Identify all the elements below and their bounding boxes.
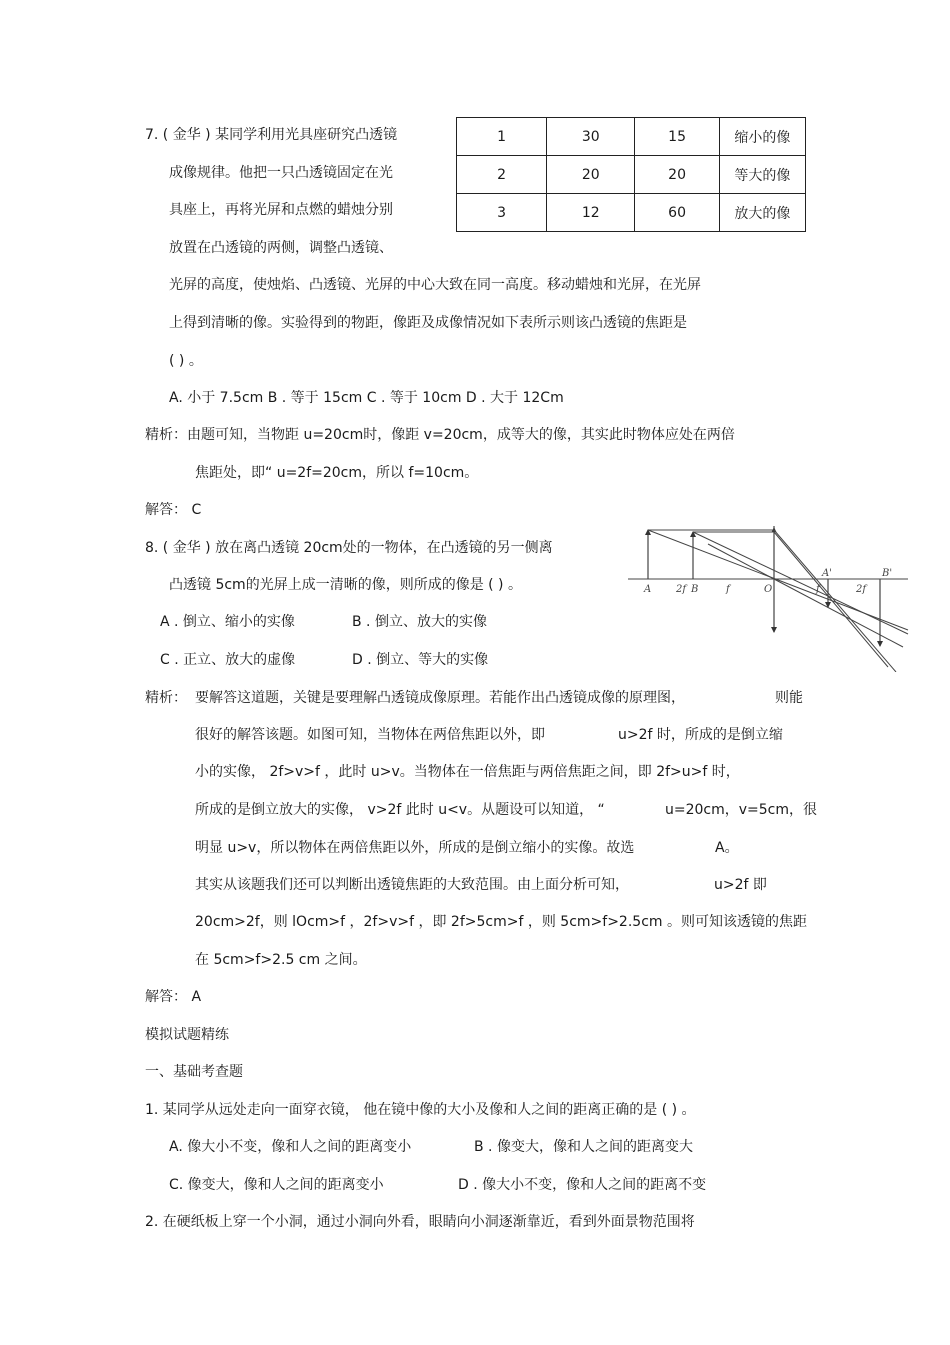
q8-analysis-line4: 所成的是倒立放大的实像， v>2f 此时 u<v。从题设可以知道， “	[195, 802, 605, 818]
ray	[774, 532, 888, 667]
q8-analysis-line7: 20cm>2f，则 lOcm>f ，2f>v>f ，即 2f>5cm>f ，则 5cm>f>2.5cm 。则可知该透镜的焦距	[195, 914, 807, 930]
q8-analysis-line3: 小的实像， 2f>v>f ，此时 u>v。当物体在一倍焦距与两倍焦距之间，即 2f>u>f 时，	[195, 764, 740, 780]
table-cell: 30	[547, 118, 635, 156]
label-a-prime: A'	[822, 568, 832, 579]
practice-q1-option-b: B . 像变大，像和人之间的距离变大	[474, 1139, 693, 1155]
label-2f-left: 2f	[676, 584, 687, 595]
practice-q1-option-d: D . 像大小不变，像和人之间的距离不变	[458, 1177, 707, 1193]
q8-line2: 凸透镜 5cm的光屏上成一清晰的像，则所成的像是 ( ) 。	[169, 577, 522, 593]
q8-analysis-line5: 明显 u>v，所以物体在两倍焦距以外，所成的是倒立缩小的实像。故选	[195, 840, 635, 856]
q8-option-c: C . 正立、放大的虚像	[160, 652, 296, 668]
ray	[708, 544, 774, 579]
label-a: A	[644, 584, 652, 595]
q8-analysis-label: 精析：	[145, 690, 187, 706]
table-cell: 缩小的像	[719, 118, 805, 156]
q8-analysis-line6: 其实从该题我们还可以判断出透镜焦距的大致范围。由上面分析可知，	[195, 877, 629, 893]
ray	[693, 532, 908, 634]
q8-option-a: A . 倒立、缩小的实像	[160, 614, 295, 630]
q7-analysis-line1: 精析：由题可知，当物距 u=20cm时，像距 v=20cm，成等大的像，其实此时物体应处在两倍	[145, 427, 735, 443]
q8-analysis-line1: 要解答这道题，关键是要理解凸透镜成像原理。若能作出凸透镜成像的原理图，	[195, 690, 685, 706]
q8-analysis-line5-end: A。	[715, 840, 739, 856]
q8-line1: 8. ( 金华 ) 放在离凸透镜 20cm处的一物体，在凸透镜的另一侧离	[145, 540, 553, 556]
table-cell: 放大的像	[719, 194, 805, 232]
q8-analysis-line1-end: 则能	[775, 690, 803, 706]
practice-section-heading: 一、基础考查题	[145, 1064, 243, 1080]
q8-analysis-line4-end: u=20cm，v=5cm，很	[665, 802, 818, 818]
q7-line1: 7. ( 金华 ) 某同学利用光具座研究凸透镜	[145, 127, 398, 143]
label-b-prime: B'	[882, 568, 893, 579]
table-cell: 12	[547, 194, 635, 232]
label-o: O	[764, 584, 773, 595]
q7-options: A. 小于 7.5cm B . 等于 15cm C . 等于 10cm D . 大于 12Cm	[169, 390, 564, 406]
q7-analysis-line2: 焦距处，即“ u=2f=20cm，所以 f=10cm。	[195, 465, 479, 481]
q8-analysis-line8: 在 5cm>f>2.5 cm 之间。	[195, 952, 367, 968]
q7-line4: 放置在凸透镜的两侧，调整凸透镜、	[169, 240, 393, 256]
ray	[774, 579, 903, 647]
table-row	[457, 194, 806, 232]
q8-analysis-line6-end: u>2f 即	[714, 877, 767, 893]
table-row	[457, 156, 806, 194]
table-cell: 20	[547, 156, 635, 194]
q8-option-d: D . 倒立、等大的实像	[352, 652, 489, 668]
label-2f-right: 2f	[856, 584, 867, 595]
q8-option-b: B . 倒立、放大的实像	[352, 614, 487, 630]
q7-line5: 光屏的高度，使烛焰、凸透镜、光屏的中心大致在同一高度。移动蜡烛和光屏，在光屏	[169, 277, 701, 293]
q7-line7: ( ) 。	[169, 353, 203, 369]
convex-lens-ray-diagram	[628, 522, 910, 672]
practice-q1-option-c: C. 像变大，像和人之间的距离变小	[169, 1177, 384, 1193]
practice-q2: 2. 在硬纸板上穿一个小洞，通过小洞向外看，眼睛向小洞逐渐靠近，看到外面景物范围将	[145, 1214, 695, 1230]
table-cell: 20	[635, 156, 719, 194]
table-cell: 60	[635, 194, 719, 232]
q8-analysis-line2-end: u>2f 时，所成的是倒立缩	[618, 727, 783, 743]
label-b: B	[691, 584, 699, 595]
q8-answer: 解答： A	[145, 989, 202, 1005]
table-cell: 1	[457, 118, 547, 156]
q7-line3: 具座上，再将光屏和点燃的蜡烛分别	[169, 202, 393, 218]
practice-title: 模拟试题精练	[145, 1027, 229, 1043]
table-cell: 2	[457, 156, 547, 194]
q8-analysis-line2: 很好的解答该题。如图可知，当物体在两倍焦距以外，即	[195, 727, 545, 743]
label-f-left: f	[726, 584, 730, 595]
table-cell: 3	[457, 194, 547, 232]
practice-q1: 1. 某同学从远处走向一面穿衣镜， 他在镜中像的大小及像和人之间的距离正确的是 ( ) 。	[145, 1102, 696, 1118]
ray	[774, 530, 896, 672]
q7-line6: 上得到清晰的像。实验得到的物距，像距及成像情况如下表所示则该凸透镜的焦距是	[169, 315, 687, 331]
table-cell: 15	[635, 118, 719, 156]
q7-answer: 解答： C	[145, 502, 202, 518]
practice-q1-option-a: A. 像大小不变，像和人之间的距离变小	[169, 1139, 412, 1155]
q7-data-table	[456, 117, 806, 232]
q7-line2: 成像规律。他把一只凸透镜固定在光	[169, 165, 393, 181]
table-row	[457, 118, 806, 156]
table-cell: 等大的像	[719, 156, 805, 194]
label-f-right: f	[816, 584, 820, 595]
